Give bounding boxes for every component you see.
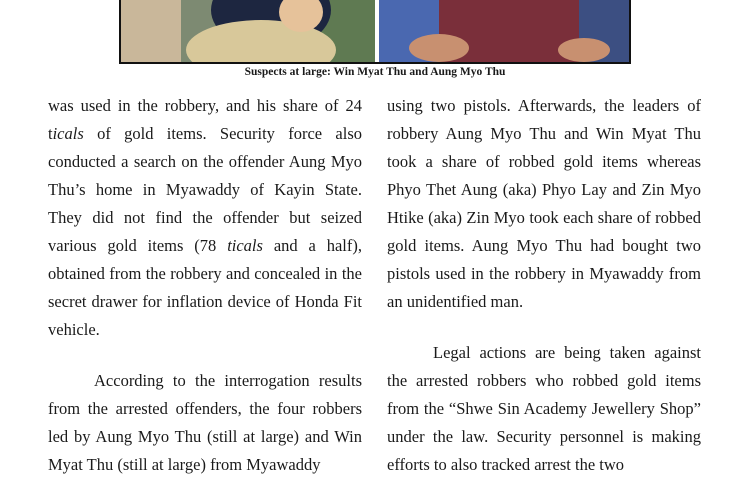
article-right-column [387, 92, 701, 479]
suspect-photo-right-graphic [379, 0, 631, 64]
right-paragraph-1: using two pistols. Afterwards, the leaders of robbery Aung Myo Thu and Win Myat Thu took a share of robbed gold items whereas Phyo Thet Aung (aka) Phyo Lay and Zin Myo Htike (aka) Zin Myo took each share of robbed gold items. Aung Myo Thu had bought two pistols used in the robbery in Myawaddy from an unidentified man. [387, 96, 701, 311]
article-left-column [48, 92, 362, 479]
suspect-photo-win-myat-thu [121, 0, 375, 64]
left-paragraph-2: According to the interrogation results from the arrested offenders, the four robbers led by Aung Myo Thu (still at large) and Win Myat Thu (still at large) from Myawaddy [48, 371, 362, 474]
italic-term: ticals [227, 236, 263, 255]
italic-term: icals [52, 124, 84, 143]
left-paragraph-1 [48, 92, 362, 344]
suspect-photo-aung-myo-thu [379, 0, 631, 64]
right-paragraph-2: Legal actions are being taken against the arrested robbers who robbed gold items from the “Shwe Sin Academy Jewellery Shop” under the law. Security personnel is making efforts to also tracked arrest the two [387, 343, 701, 474]
suspect-photo-left-graphic [121, 0, 375, 64]
photo-caption: Suspects at large: Win Myat Thu and Aung Myo Thu [244, 66, 506, 78]
text-run: was used in the robbery, and his share of 24 t [48, 96, 362, 143]
suspects-photo-frame [119, 0, 631, 64]
text-run: of gold items. Security force also conducted a search on the offender Aung Myo Thu’s home in Myawaddy of Kayin State. They did not find the offender but seized various gold items (78 [48, 124, 362, 255]
text-run: and a half), obtained from the robbery and concealed in the secret drawer for inflation device of Honda Fit vehicle. [48, 236, 363, 339]
